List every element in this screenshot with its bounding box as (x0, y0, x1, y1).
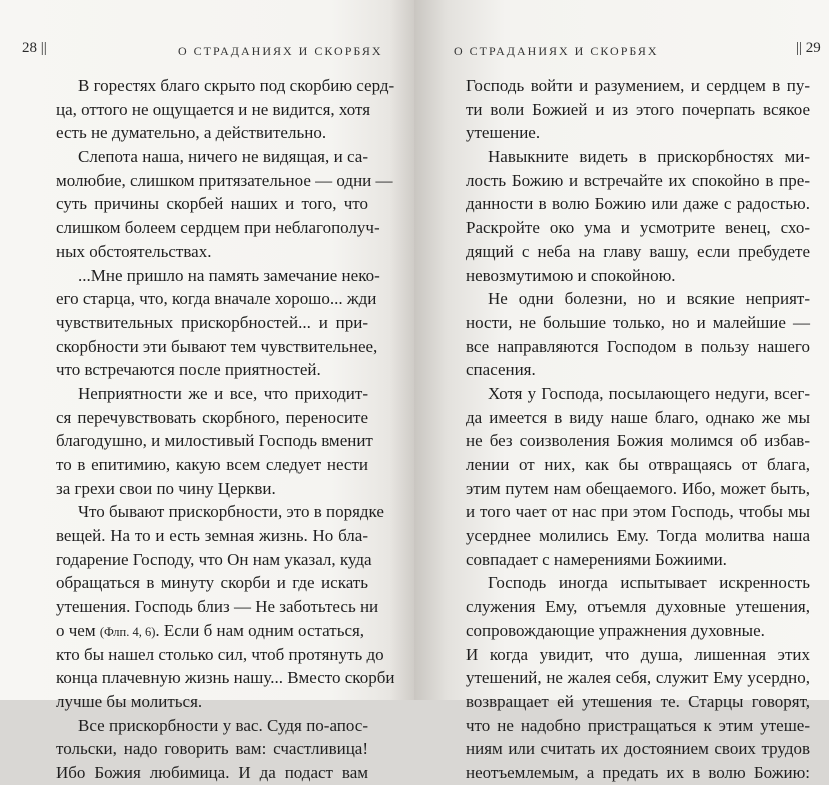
text-line: суть причины скорбей наших и того, что (56, 194, 368, 214)
text-line: лучше бы молиться. (56, 691, 203, 711)
text-line: молюбие, слишком притязательное — одни — (56, 170, 393, 190)
text-line: сопровождающие упражнения духовные. (466, 620, 765, 640)
text-line-with-reference (56, 619, 368, 643)
page-number-right: || 29 (796, 40, 821, 56)
text-line: данности в волю Божию или даже с радостью. (466, 194, 810, 214)
text-line: Раскройте око ума и усмотрите венец, схо- (466, 218, 810, 238)
text-line: Все прискорбности у вас. Судя по-апос- (78, 715, 368, 735)
right-page-text (466, 74, 810, 785)
text-line: годарение Господу, что Он нам указал, куда (56, 549, 372, 569)
text-line: ся перечувствовать скорбного, переносите (56, 407, 368, 427)
text-line: конца плачевную жизнь нашу... Вместо скорби (56, 668, 395, 688)
text-line: ца, оттого не ощущается и не видится, хотя (56, 99, 371, 119)
text-line: ...Мне пришло на память замечание неко- (78, 265, 380, 285)
text-line: вещей. На то и есть земная жизнь. Но бла- (56, 526, 368, 546)
running-head-left: О СТРАДАНИЯХ И СКОРБЯХ (178, 44, 383, 58)
text-line: этим путем нам обещаемого. Ибо, может быть, (466, 478, 810, 498)
text-line: тольски, надо говорить вам: счастливица! (56, 739, 368, 759)
text-line: и того чает от нас при этом Господь, чтобы мы (466, 502, 810, 522)
text-fragment: . Если б нам одним остаться, (155, 620, 365, 640)
text-line: неотъемлемым, а предать их в волю Божию: (466, 762, 810, 782)
text-line: что встречаются после приятностей. (56, 360, 321, 380)
text-line: его старца, что, когда вначале хорошо... жди (56, 289, 377, 309)
text-line: ниям или считать их достоянием своих трудов (466, 739, 810, 759)
text-line: обращаться в минуту скорби и где искать (56, 573, 368, 593)
text-line: Господь войти и разумением, и сердцем в пу- (466, 76, 810, 95)
text-line: дящий с неба на главу вашу, если пребудете (466, 241, 810, 261)
text-line: И когда увидит, что душа, лишенная этих (466, 644, 810, 664)
right-page (414, 0, 829, 782)
text-line: Ибо Божия любимица. И да подаст вам (56, 762, 368, 782)
text-line: спасения. (466, 360, 536, 380)
text-line: кто бы нашел столько сил, чтоб протянуть до (56, 644, 384, 664)
text-line: ти воли Божией и из этого почерпать всякое (466, 99, 810, 119)
text-line: Неприятности же и все, что приходит- (78, 383, 368, 403)
text-line: невозмутимою и спокойною. (466, 265, 676, 285)
text-line: Хотя у Господа, посылающего недуги, всег- (488, 383, 810, 403)
text-line: скорбности эти бывают тем чувствительнее, (56, 336, 378, 356)
scripture-reference: (Флп. 4, 6) (99, 624, 156, 639)
text-line: Не одни болезни, но и всякие неприят- (488, 289, 810, 309)
text-line: Навыкните видеть в прискорбностях ми- (488, 147, 810, 167)
text-line: да имеется в виду наше благо, однако же мы (466, 407, 810, 427)
text-line: лость Божию и встречайте их спокойно в пре- (466, 170, 810, 190)
text-line: ности, не большие только, но и малейшие — (466, 312, 810, 332)
text-line: благодушно, и милостивый Господь вменит (56, 431, 373, 451)
running-head-right: О СТРАДАНИЯХ И СКОРБЯХ (454, 44, 659, 58)
text-line: ных обстоятельствах. (56, 241, 212, 261)
text-line: что не надобно пристращаться к этим утеше- (466, 715, 810, 735)
text-line: совпадает с намерениями Божиими. (466, 549, 727, 569)
text-line: чувствительных прискорбностей... и при- (56, 312, 368, 332)
text-line: лении от них, как бы отвращаясь от блага, (466, 455, 810, 474)
text-line: утешений, не жалея себя, служит Ему усердно, (466, 668, 810, 688)
text-line: Слепота наша, ничего не видящая, и са- (78, 147, 368, 167)
left-page (0, 0, 414, 782)
left-page-text (56, 74, 395, 785)
text-line: В горестях благо скрыто под скорбию серд- (78, 76, 395, 95)
text-line: возвращает ей утешения те. Старцы говорят, (466, 691, 810, 711)
text-line: за грехи свои по чину Церкви. (56, 478, 276, 498)
text-line: Господь иногда испытывает искренность (488, 573, 810, 593)
text-line: Что бывают прискорбности, это в порядке (78, 502, 384, 522)
text-line: то в епитимию, какую всем следует нести (56, 455, 368, 474)
page-number-left: 28 || (22, 40, 47, 56)
text-line: утешения. Господь близ — Не заботьтесь ни (56, 597, 379, 617)
text-line: слишком болеем сердцем при неблагополуч- (56, 218, 380, 238)
text-fragment: о чем (56, 620, 96, 640)
text-line: есть не думательно, а действительно. (56, 123, 327, 143)
text-line: не без соизволения Божия молимся об избав- (466, 431, 810, 451)
text-line: усерднее молились Ему. Тогда молитва наша (466, 526, 810, 546)
text-line: все направляются Господом в пользу нашего (466, 336, 810, 356)
text-line: утешение. (466, 123, 541, 143)
text-line: служения Ему, отъемля духовные утешения, (466, 597, 810, 617)
